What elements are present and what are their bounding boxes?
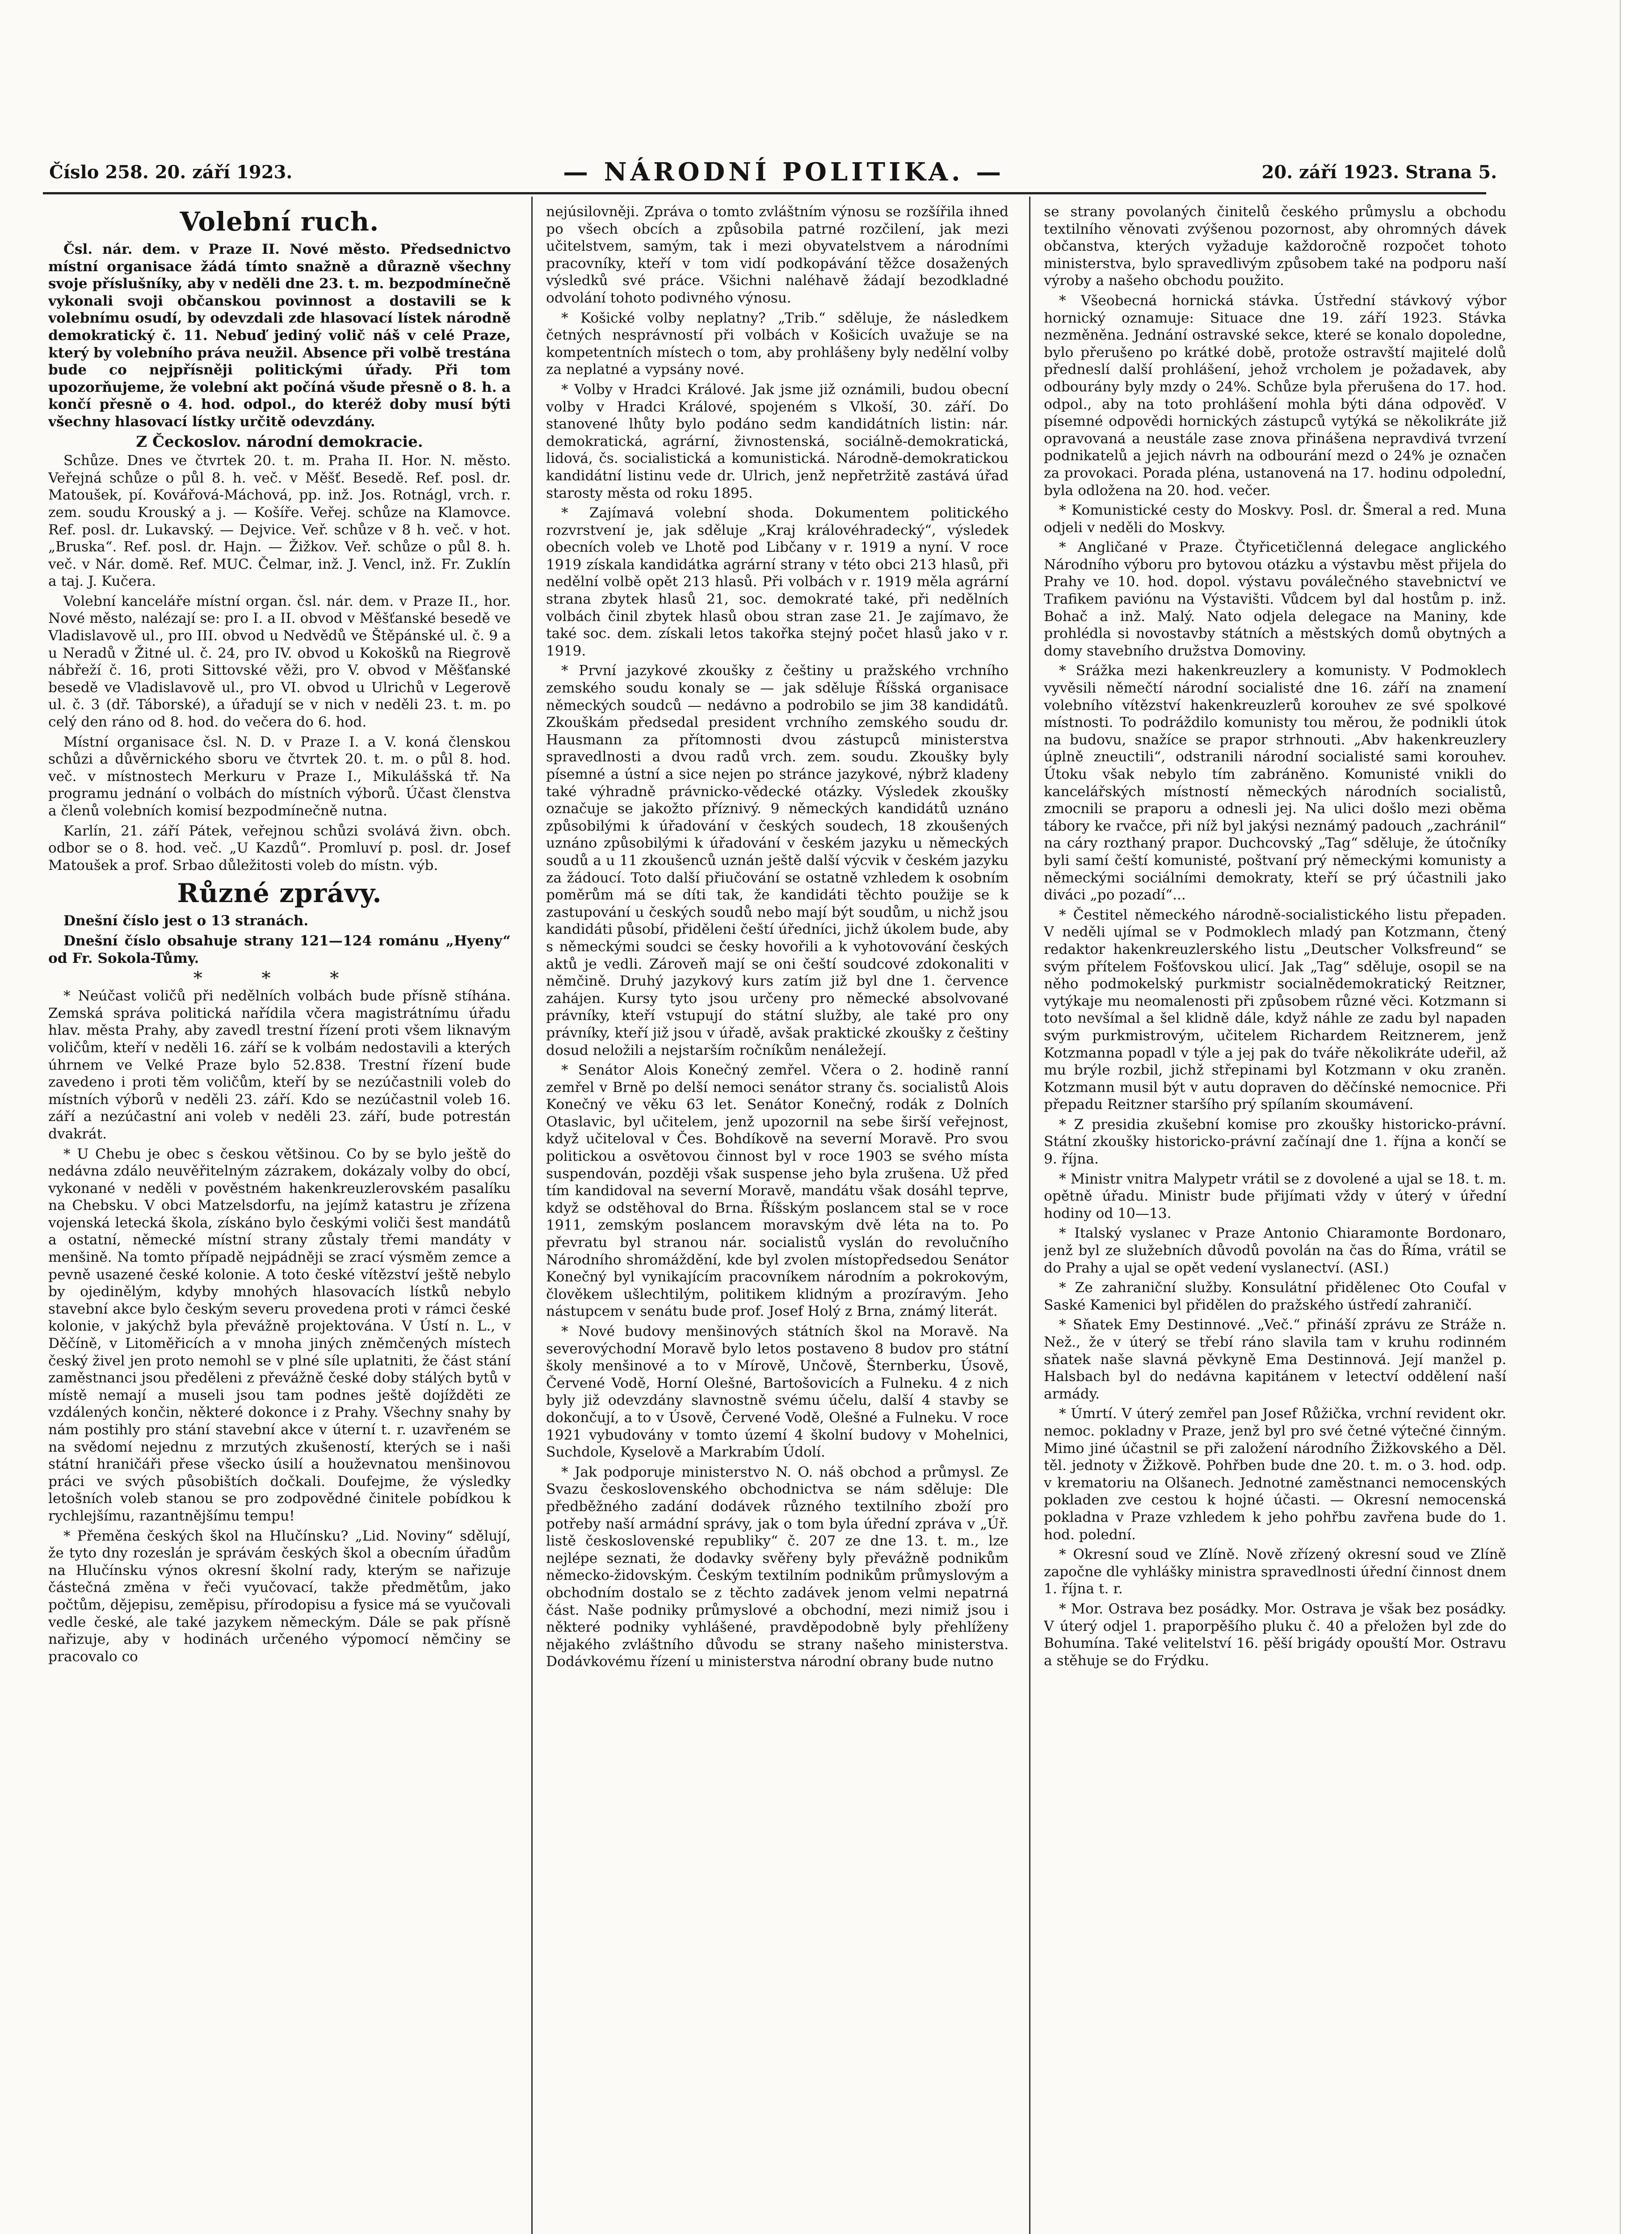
article-paragraph: * Všeobecná hornická stávka. Ústřední stávkový výbor hornický oznamuje: Situace dne 19. září 1923. Stávka nezměněna. Jednání ostravské sekce, které se konalo dopoledne, bylo přerušeno po krátké době, protože ostravští majitelé dolů předneslí další prohlášení, jehož vrcholem je požadavek, aby odbourány byly mzdy o 24%. Schůze byla přerušena do 17. hod. odpol., aby na toto prohlášení mohla býti dána odpověď. V písemné odpovědi hornických zástupců vytýká se několikráte již opravovaná a neustále zase znova přinášena nepravdivá tvrzení podnikatelů a jejich návrh na odbourání mezd o 24% je označen za provokaci. Porada pléna, ustanovená na 17. hodinu odpolední, byla odložena na 20. hod. večer.	[1044, 292, 1506, 499]
article-paragraph: Místní organisace čsl. N. D. v Praze I. a V. koná členskou schůzi a důvěrnického sboru ve čtvrtek 20. t. m. o půl 8. hod. več. v místnostech Merkuru v Praze I., Mikulášská tř. Na programu jednání o volbách do místních výborů. Účast členstva a členů volebních komisí bezpodmínečně nutna.	[48, 734, 511, 819]
article-paragraph: * Okresní soud ve Zlíně. Nově zřízený okresní soud ve Zlíně započne dle vyhlášky ministra spravedlnosti úřední činnost dnem 1. října t. r.	[1044, 1546, 1506, 1597]
article-paragraph: * Ze zahraniční služby. Konsulátní přidělenec Oto Coufal v Saské Kamenici byl přidělen do pražského ústředí zahraničí.	[1044, 1280, 1506, 1313]
article-paragraph: nejúsilovněji. Zpráva o tomto zvláštním výnosu se rozšířila ihned po všech obcích a způsobila patrné rozčilení, jak mezi učitelstvem, samým, tak i mezi obyvatelstvem a národními pracovníky, kteří v tom vidí podkopávání těžce dosažených výsledků své práce. Všichni naléhavě žádají bezodkladné odvolání tohoto podivného výnosu.	[546, 204, 1009, 306]
article-paragraph: Dnešní číslo jest o 13 stranách.	[63, 913, 309, 929]
column-divider	[1029, 197, 1030, 2234]
section-title-volebni-ruch: Volební ruch.	[180, 206, 379, 237]
subsection-title: Z Čeckoslov. národní demokracie.	[136, 433, 423, 451]
column-2	[546, 203, 1009, 2234]
article-paragraph: * Jak podporuje ministerstvo N. O. náš obchod a průmysl. Ze Svazu československého obchodnictva se nám sděluje: Dle předběžného zadání dodávek různého textilního zboží pro potřeby naší armádní správy, jak o tom byla úřední zpráva v „Úř. listě československé republiky“ č. 207 ze dne 13. t. m., lze nejlépe seznati, že dodavky svěřeny byly převážně podnikům německo-židovským. Českým textilním podnikům průmyslovým a obchodním dostalo se z těchto zadávek jenom velmi nepatrná část. Naše podniky průmyslové a obchodní, mezi nimiž jsou i některé podniky vyhlášené, pravděpodobně byly přehlíženy nějakého zvláštního důvodu se strany našeho ministerstva. Dodávkovému řízení u ministerstva národní obrany bude nutno	[546, 1464, 1009, 1670]
scan-edge	[1620, 0, 1652, 2234]
article-paragraph: * Sňatek Emy Destinnové. „Več.“ přináší zprávu ze Stráže n. Než., že v úterý se třebí ráno slavila tam v kruhu rodinném sňatek naše slavná pěvkyně Ema Destinnová. Její manžel p. Halsbach byl do nedávna kapitánem v letectví oddělení naší armády.	[1044, 1317, 1506, 1402]
article-paragraph: Volební kanceláře místní organ. čsl. nár. dem. v Praze II., hor. Nové město, nalézají se: pro I. a II. obvod v Měšťanské besedě ve Vladislavově ul., pro III. obvod u Nedvědů ve Štěpánské ul. č. 9 a u Neradů v Žitné ul. č. 24, pro IV. obvod u Kokošků na Riegrově nábřeží č. 16, proti Sittovské věži, pro V. obvod v Měšťanské besedě ve Vladislavově ul., pro VI. obvod u Ulrichů v Legerově ul. č. 3 (dř. Táborské), a úřadují se v nich v neděli 23. t. m. po celý den ráno od 8. hod. do večera do 6. hod.	[48, 593, 511, 731]
article-paragraph: * Košické volby neplatny? „Trib.“ sděluje, že následkem četných nesprávností při volbách v Košicích uvažuje se na kompetentních místech o tom, aby prohlášeny byly nedělní volby za neplatné a vypsány nové.	[546, 310, 1009, 378]
article-paragraph: * Přeměna českých škol na Hlučínsku? „Lid. Noviny“ sdělují, že tyto dny rozeslán je správám českých škol a obecním úřadům na Hlučínsku výnos okresní školní rady, kterým se nařizuje částečná změna v řeči vyučovací, takže předmětům, jako počtům, dějepisu, zeměpisu, přírodopisu a fysice má se vyučovali vedle české, ale také jazykem německým. Dále se pak přísně nařizuje, aby v hodinách určeného výpomocí němčiny se pracovalo co	[48, 1528, 511, 1665]
masthead	[31, 157, 1497, 195]
article-paragraph: * Mor. Ostrava bez posádky. Mor. Ostrava je však bez posádky. V úterý odjel 1. praporpěšího pluku č. 40 a přeložen byl zde do Bohumína. Také velitelství 16. pěší brigády opouští Mor. Ostravu a stěhuje se do Frýdku.	[1044, 1600, 1506, 1669]
section-title-ruzne-zpravy: Různé zprávy.	[177, 878, 382, 909]
article-paragraph: * Italský vyslanec v Praze Antonio Chiaramonte Bordonaro, jenž byl ze služebních důvodů povolán na čas do Říma, vrátil se do Prahy a ujal se opět vedení vyslanectví. (ASI.)	[1044, 1225, 1506, 1276]
separator-asterisks: * * *	[193, 968, 366, 989]
newspaper-title: — NÁRODNÍ POLITIKA. —	[563, 157, 1005, 187]
article-paragraph: Čsl. nár. dem. v Praze II. Nové město. Předsednictvo místní organisace žádá tímto snažně a důrazně všechny svoje příslušníky, aby v neděli dne 23. t. m. bezpodmínečně vykonali svoji občanskou povinnost a dostavili se k volebnímu osudí, by odevzdali zde hlasovací lístek národně demokratický č. 11. Nebuď jediný volič náš v celé Praze, který by volebního práva neužil. Absence při volbě trestána bude co nejpřísněji politickými úřady. Při tom upozorňujeme, že volební akt počíná všude přesně o 8. h. a končí přesně o 4. hod. odpol., do kteréž doby musí býti všechny hlasovací lístky určitě odevzdány.	[48, 241, 511, 430]
issue-number: Číslo 258. 20. září 1923.	[49, 162, 293, 183]
column-divider	[531, 197, 533, 2234]
header-rule	[43, 192, 1486, 194]
article-paragraph: * Čestitel německého národně-socialistického listu přepaden. V neděli ujímal se v Podmoklech mladý pan Kotzmann, čtený redaktor hakenkreuzlerského listu „Deutscher Volksfreund“ se svým přítelem Fošťovskou ulicí. Jak „Tag“ sděluje, osopil se na něho podmokelský purkmistr socialnědemokratický Reitzner, vytýkaje mu neomalenosti při způsobem různé věci. Kotzmann si toto nevšímal a šel klidně dále, když náhle ze zadu byl napaden svým purkmistrovým, učitelem Richardem Reitznerem, jenž Kotzmanna popadl v týle a jej pak do tváře několikráte udeřil, až mu brýle rozbil, jichž střepinami byl Kotzmann v oku zraněn. Kotzmann musil být v autu dopraven do děčínské nemocnice. Při přepadu Reitzner staršího prý spílaním skoumávení.	[1044, 907, 1506, 1113]
article-paragraph: * Volby v Hradci Králové. Jak jsme již oznámili, budou obecní volby v Hradci Králové, spojeném s Vlkoší, 30. září. Do stanovené lhůty bylo podáno sedm kandidátních listin: nár. demokratická, agrární, živnostenská, sociálně-demokratická, lidová, čs. socialistická a komunistická. Národně-demokratickou kandidátní listinu vede dr. Ulrich, jenž nepřetržitě zastává úřad starosty města od roku 1895.	[546, 381, 1009, 501]
article-paragraph: * Angličané v Praze. Čtyřicetičlenná delegace anglického Národního výboru pro bytovou otázku a výstavbu měst přijela do Prahy ve 10. hod. dopol. výstavu poválečného stavebnictví ve Trafikem paviónu na Výstavišti. Vůdcem byl dal hostům p. inž. Bohač a inž. Malý. Nato odjela delegace na Maniny, kde prohlédla si novostavby státních a městských domů obytných a domy stavebního družstva Domoviny.	[1044, 539, 1506, 659]
article-paragraph: * První jazykové zkoušky z češtiny u pražského vrchního zemského soudu konaly se — jak sděluje Říšská organisace německých soudců — nedávno a podrobilo se jim 38 kandidátů. Zkouškám předsedal president vrchního zemského soudu dr. Hausmann za přítomnosti dvou zástupců ministerstva spravedlnosti a dvou radů vrch. zem. soudu. Zkoušky byly písemné a ústní a sice nejen po stránce jazykové, nýbrž kladeny také výhradně právnicko-vědecké otázky. Výsledek zkoušky označuje se jakožto příznivý. 9 německých kandidátů uznáno způsobilými k úřadování v českých soudech, 18 zkoušených uznáno způsobilými k úřadování v českém jazyku u německých soudů a u 11 zkoušenců uznán ještě další výcvik v českém jazyku za žádoucí. Toto další přiučování se ostatně vzhledem k osobním poměrům má se díti tak, že kandidáti těchto použije se k zastupování u českých soudů nebo mají být soudům, u nichž jsou kandidáti působí, přiděleni čeští úředníci, jichž úkolem bude, aby s německými soudci se česky hovořili a k vyhotovování českých aktů je vedli. Zároveň mají se oni čeští soudcové zdokonaliti v němčině. Druhý jazykový kurs zatím již byl dne 1. července zahájen. Kursy tyto jsou určeny pro německé absolvované právníky, kteří vstupují do státní služby, ale také pro ony právníky, kteří již jsou v úřadě, avšak praktické zkoušky z češtiny dosud neložili a nejstarším ročníkům nenáležejí.	[546, 663, 1009, 1058]
article-paragraph: * U Chebu je obec s českou většinou. Co by se bylo ještě do nedávna zdálo neuvěřitelným zázrakem, dokázaly volby do obcí, vykonané v neděli v pověstném hakenkreuzlerovském pasalíku na Chebsku. V obci Matzelsdorfu, na jejímž katastru je zřízena vojenská letecká škola, získáno bylo českými voliči šest mandátů a ostatní, německé místní strany zůstaly třemi mandáty v menšině. Na tomto případě nejpádněji se zrací výsměm zemce a pevně usazené české kolonie. A toto české vítězství ještě nebylo by ojedinělým, kdyby mnohých hlasovacích lístků nebylo stavební akce bylo českým severu provedena proti v rámci české kolonie, v jakýchž byla převážně projektována. V Ústí n. L., v Děčíně, v Litoměřicích a v mnoha jiných zněmčených místech český živel jen proto nemohl se v plné síle uplatniti, že část stání zaměstnanci jsou předěleni z převážně české doby stálých bytů v místě nemají a museli jsou tam podnes ještě dojížděti ze vzdálených končin, některé dokonce i z Prahy. Všechny snahy by nám postihly pro stání stavební akce v úterní t. r. uzavřeném se na svědomí nejednu z mrzutých zkušeností, kterých se i naši státní hraničáři přese všecko úsilí a houževnatou menšinovou práci ve svých působištích dočkali. Doufejme, že výsledky letošních voleb stanou se pro zodpovědné činitele pobídkou k rychlejšímu, razantnějšímu tempu!	[48, 1146, 511, 1524]
article-paragraph: * Neúčast voličů při nedělních volbách bude přísně stíhána. Zemská správa politická nařídila včera magistrátnímu úřadu hlav. města Prahy, aby zavedl trestní řízení proti všem liknavým voličům, kteří v neděli 16. září se k volbám nedostavili a kterých úhrnem ve Velké Praze bylo 52.838. Trestní řízení bude zavedeno i proti těm voličům, kteří by se nezúčastnili voleb do místních výborů v neděli 23. září. Kdo se nezúčastnil voleb 16. září a nezúčastní ani voleb v neděli 23. září, bude potrestán dvakrát.	[48, 988, 511, 1142]
article-paragraph: * Senátor Alois Konečný zemřel. Včera o 2. hodině ranní zemřel v Brně po delší nemoci senátor strany čs. socialistů Alois Konečný ve věku 63 let. Senátor Konečný, rodák z Dolních Otaslavic, byl učitelem, jenž upozornil na sebe širší veřejnost, když učiteloval v Čes. Bohdíkově na severní Moravě. Pro svou politickou a osvětovou činnost byl v roce 1903 se svého místa suspendován, později však suspense jeho byla zrušena. Už před tím kandidoval na severní Moravě, mandátu však dosáhl teprve, když se odstěhoval do Brna. Říšským poslancem stal se v roce 1911, zemským poslancem moravským dvě léta na to. Po převratu byl stranou nár. socialistů vyslán do revolučního Národního shromáždění, kde byl zvolen místopředsedou Senátor Konečný byl vynikajícím pracovníkem národním a pokrokovým, člověkem ušlechtilým, politikem klidným a prozíravým. Jeho nástupcem v senátu bude prof. Josef Holý z Brna, známý literát.	[546, 1062, 1009, 1320]
article-paragraph: Schůze. Dnes ve čtvrtek 20. t. m. Praha II. Hor. N. město. Veřejná schůze o půl 8. h. več. v Měšť. Besedě. Ref. posl. dr. Matoušek, pí. Kovářová-Máchová, pp. inž. Jos. Rotnágl, vrch. r. zem. soudu Krouský a j. — Košíře. Veřej. schůze na Klamovce. Ref. posl. dr. Lukavský. — Dejvice. Veř. schůze v 8 h. več. v hot. „Bruska“. Ref. posl. dr. Hajn. — Žižkov. Veř. schůze o půl 8. h. več. v Nár. domě. Ref. MUC. Čelmar, inž. J. Vencl, inž. Fr. Zuklín a taj. J. Kučera.	[48, 453, 511, 590]
column-3	[1044, 203, 1506, 2234]
article-paragraph: Dnešní číslo obsahuje strany 121—124 románu „Hyeny“ od Fr. Sokola-Tůmy.	[48, 932, 511, 966]
article-paragraph: * Z presidia zkušební komise pro zkoušky historicko-právní. Státní zkoušky historicko-právní začínají dne 1. října a končí se 9. října.	[1044, 1116, 1506, 1167]
article-paragraph: * Komunistické cesty do Moskvy. Posl. dr. Šmeral a red. Muna odjeli v neděli do Moskvy.	[1044, 502, 1506, 536]
article-paragraph: Karlín, 21. září Pátek, veřejnou schůzi svolává živn. obch. odbor se o 8. hod. več. „U Kazdů“. Promluví p. posl. dr. Josef Matoušek a prof. Srbao důležitosti voleb do místn. výb.	[48, 823, 511, 873]
article-paragraph: * Nové budovy menšinových státních škol na Moravě. Na severovýchodní Moravě bylo letos postaveno 8 budov pro státní školy menšinové a to v Mírově, Unčově, Šternberku, Úsově, Červené Vodě, Horní Olešné, Bartošovicích a Fulneku. 4 z nich byly již odevzdány slavnostně svému účelu, další 4 stavby se dokončují, a to v Úsově, Červené Vodě, Olešné a Fulneku. V roce 1921 vybudovány v tomto území 4 školní budovy v Mohelnici, Suchdole, Kyselově a Markrabím Údolí.	[546, 1323, 1009, 1461]
article-paragraph: * Zajímavá volební shoda. Dokumentem politického rozvrstvení je, jak sděluje „Kraj královéhradecký“, výsledek obecních voleb ve Lhotě pod Libčany v r. 1919 a nyní. V roce 1919 získala kandidátka agrární strany v této obci 213 hlasů, při nedělní volbě opět 213 hlasů. Při volbách v r. 1919 měla agrární strana zbytek hlasů 21, soc. demokraté také, při nedělních volbách činil zbytek hlasů obou stran zase 21. Je zajímavo, že také soc. dem. získali letos takořka stejný počet hlasů jako v r. 1919.	[546, 505, 1009, 659]
column-1	[48, 203, 511, 2234]
article-paragraph: * Srážka mezi hakenkreuzlery a komunisty. V Podmoklech vyvěsili němečtí národní socialisté dne 16. září na znamení volebního vítězství hakenkreuzlerů korouhev ze své spolkové místnosti. To podráždilo komunisty tou měrou, že podnikli útok na budovu, snažíce se prapor strhnouti. „Abv hakenkreuzlery úplně zneuctili“, odstranili národní socialisté sami korouhev. Útoku však nebylo tím zabráněno. Komunisté vnikli do kancelářských místností německých národních socialistů, zmocnili se praporu a odnesli jej. Na ulici došlo mezi oběma tábory ke rvačce, při níž byl jakýsi neznámý padouch „zachránil“ na cáry rozthaný prapor. Duchcovský „Tag“ sděluje, že útočníky byli samí čeští komunisté, poštvaní prý německými komunisty a německými sociálními demokraty, kteří se prý účastnili jako diváci „po pozadí“...	[1044, 663, 1506, 903]
article-paragraph: * Úmrtí. V úterý zemřel pan Josef Růžička, vrchní revident okr. nemoc. pokladny v Praze, jenž byl pro své četné výtečné činným. Mimo jiné účastnil se při založení národního Žižkovského a Děl. těl. jednoty v Žižkově. Pohřben bude dne 20. t. m. o 3. hod. odp. v krematoriu na Olšanech. Jednotné zaměstnanci nemocenských pokladen zve cestou k hojné účasti. — Okresní nemocenská pokladna v Praze vzhledem k jeho pohřbu zavřena bude do 1. hod. polední.	[1044, 1406, 1506, 1543]
article-paragraph: se strany povolaných činitelů českého průmyslu a obchodu textilního věnovati zvýšenou pozornost, aby ohromných dávek občanstva, kterých vyžaduje každoročně rozpočet tohoto ministerstva, bylo spravedlivým způsobem také na podporu naší výroby a našeho obchodu použito.	[1044, 204, 1506, 289]
article-paragraph: * Ministr vnitra Malypetr vrátil se z dovolené a ujal se 18. t. m. opětně úřadu. Ministr bude přijímati vždy v úterý v úřední hodiny od 10—13.	[1044, 1171, 1506, 1222]
page-number: 20. září 1923. Strana 5.	[1261, 162, 1497, 183]
